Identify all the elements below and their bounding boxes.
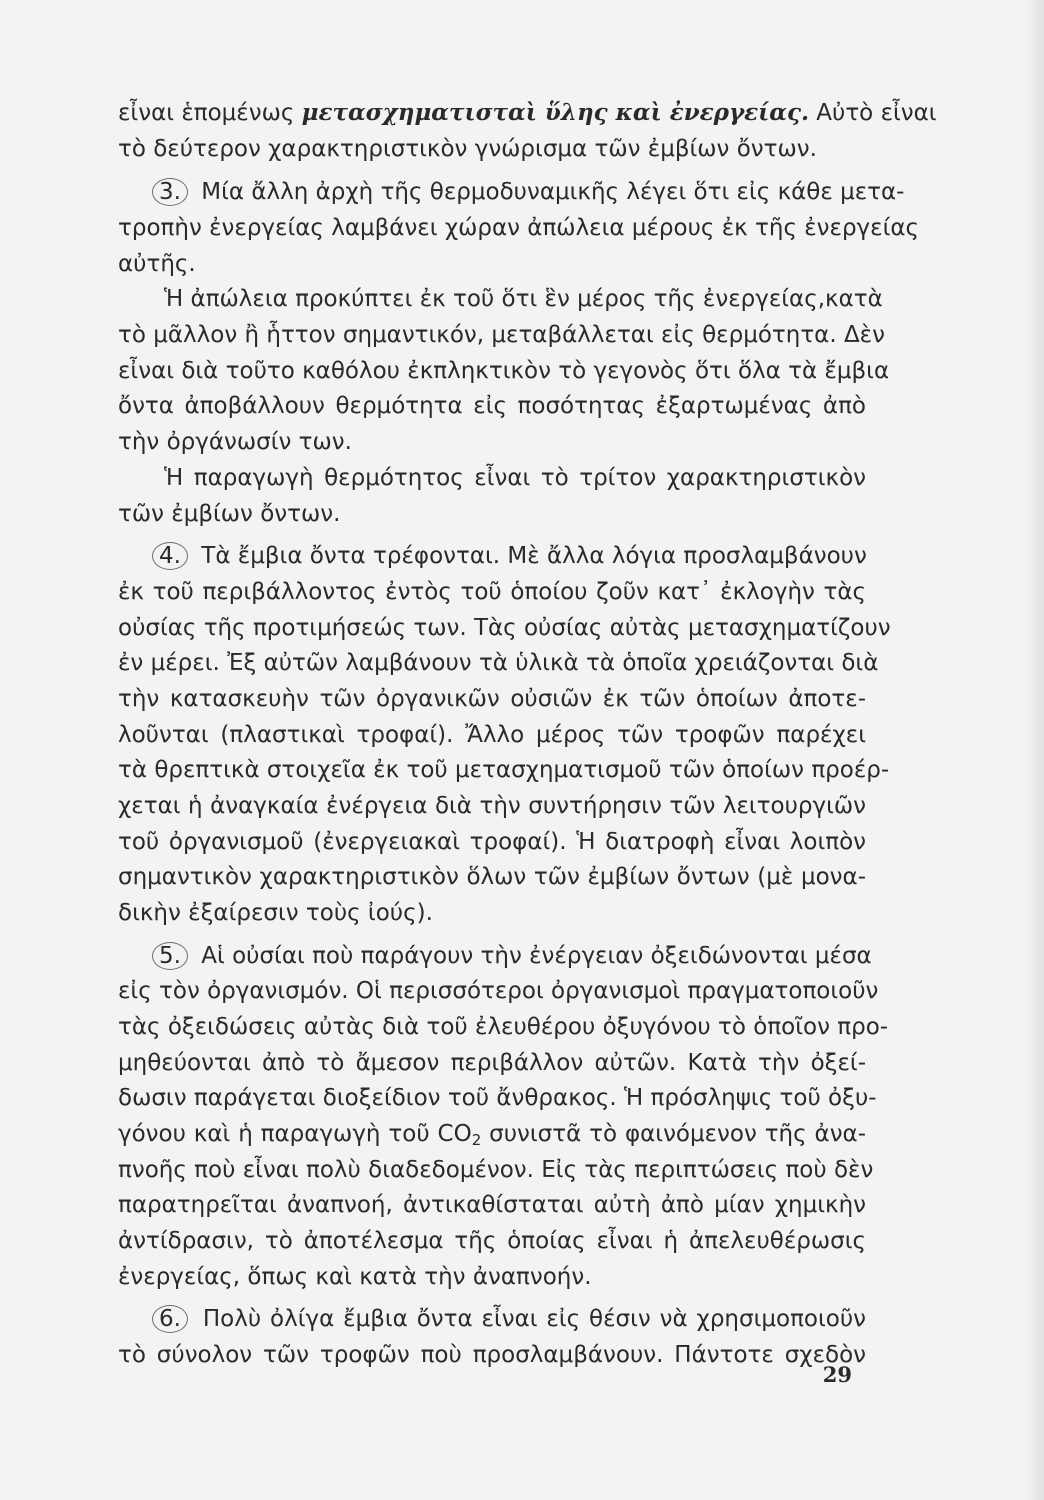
text-line: Ἡ ἀπώλεια προκύπτει ἐκ τοῦ ὅτι ἓν μέρος τῆς ἐνεργείας,κατὰ xyxy=(164,286,883,312)
text-line: εἶναι διὰ τοῦτο καθόλου ἐκπληκτικὸν τὸ γεγονὸς ὅτι ὅλα τὰ ἔμβια xyxy=(118,358,890,384)
text-line: τῶν ἐμβίων ὄντων. xyxy=(118,501,341,527)
text-line xyxy=(118,177,905,207)
circled-item-number: 3. xyxy=(152,178,188,206)
text-segment: Αὐτὸ εἶναι xyxy=(816,100,937,126)
text-line: ἐν μέρει. Ἐξ αὐτῶν λαμβάνουν τὰ ὑλικὰ τὰ ὁποῖα χρειάζονται διὰ xyxy=(118,650,879,676)
text-line: Ἡ παραγωγὴ θερμότητος εἶναι τὸ τρίτον χαρακτηριστικὸν xyxy=(164,465,866,491)
subscript: 2 xyxy=(471,1131,482,1149)
text-line: λοῦνται (πλαστικαὶ τροφαί). Ἄλλο μέρος τῶν τροφῶν παρέχει xyxy=(118,722,866,748)
text-line: τοῦ ὀργανισμοῦ (ἐνεργειακαὶ τροφαί). Ἡ διατροφὴ εἶναι λοιπὸν xyxy=(118,829,866,855)
text-line: ὄντα ἀποβάλλουν θερμότητα εἰς ποσότητας ἐξαρτωμένας ἀπὸ xyxy=(118,393,866,419)
emphasized-text: μετασχηματισταὶ ὕλης καὶ ἐνεργείας. xyxy=(301,99,809,126)
text-line: τροπὴν ἐνεργείας λαμβάνει χώραν ἀπώλεια μέρους ἐκ τῆς ἐνεργείας xyxy=(118,215,920,241)
text-line: πνοῆς ποὺ εἶναι πολὺ διαδεδομένον. Εἰς τὰς περιπτώσεις ποὺ δὲν xyxy=(118,1157,874,1183)
text-line xyxy=(118,98,937,128)
text-line: τὰ θρεπτικὰ στοιχεῖα ἐκ τοῦ μετασχηματισμοῦ τῶν ὁποίων προέρ- xyxy=(118,757,890,783)
text-line: δωσιν παράγεται διοξείδιον τοῦ ἄνθρακος. Ἡ πρόσληψις τοῦ ὀξυ- xyxy=(118,1085,877,1111)
text-line: εἰς τὸν ὀργανισμόν. Οἱ περισσότεροι ὀργανισμοὶ πραγματοποιοῦν xyxy=(118,978,879,1004)
text-segment: εἶναι ἑπομένως xyxy=(118,100,295,126)
text-line xyxy=(118,541,866,571)
text-line xyxy=(118,1304,866,1334)
text-line: μηθεύονται ἀπὸ τὸ ἄμεσον περιβάλλον αὐτῶν. Κατὰ τὴν ὀξεί- xyxy=(118,1050,866,1076)
text-line: ἀντίδρασιν, τὸ ἀποτέλεσμα τῆς ὁποίας εἶναι ἡ ἀπελευθέρωσις xyxy=(118,1228,866,1254)
page-number: 29 xyxy=(822,1362,852,1387)
text-segment: Τὰ ἔμβια ὄντα τρέφονται. Μὲ ἄλλα λόγια προσλαμβάνουν xyxy=(201,543,867,569)
circled-item-number: 5. xyxy=(152,942,188,970)
circled-item-number: 4. xyxy=(152,542,188,570)
text-segment: γόνου καὶ ἡ παραγωγὴ τοῦ CO xyxy=(118,1121,472,1147)
text-line: σημαντικὸν χαρακτηριστικὸν ὅλων τῶν ἐμβίων ὄντων (μὲ μονα- xyxy=(118,864,866,890)
text-line xyxy=(118,941,872,971)
text-line: τὸ μᾶλλον ἢ ἧττον σημαντικόν, μεταβάλλεται εἰς θερμότητα. Δὲν xyxy=(118,322,885,348)
text-segment: Αἱ οὐσίαι ποὺ παράγουν τὴν ἐνέργειαν ὀξειδώνονται μέσα xyxy=(201,943,872,969)
text-line: χεται ἡ ἀναγκαία ἐνέργεια διὰ τὴν συντήρησιν τῶν λειτουργιῶν xyxy=(118,793,866,819)
text-line: ἐνεργείας, ὅπως καὶ κατὰ τὴν ἀναπνοήν. xyxy=(118,1264,592,1290)
text-segment: Μία ἄλλη ἀρχὴ τῆς θερμοδυναμικῆς λέγει ὅτι εἰς κάθε μετα- xyxy=(201,179,905,205)
text-line xyxy=(118,1119,866,1155)
text-line: τὸ σύνολον τῶν τροφῶν ποὺ προσλαμβάνουν. Πάντοτε σχεδὸν xyxy=(118,1342,866,1368)
text-segment: Πολὺ ὀλίγα ἔμβια ὄντα εἶναι εἰς θέσιν νὰ χρησιμοποιοῦν xyxy=(202,1306,866,1332)
text-line: τὰς ὀξειδώσεις αὐτὰς διὰ τοῦ ἐλευθέρου ὀξυγόνου τὸ ὁποῖον προ- xyxy=(118,1014,889,1040)
text-line: τὸ δεύτερον χαρακτηριστικὸν γνώρισμα τῶν ἐμβίων ὄντων. xyxy=(118,136,817,162)
text-line: τὴν ὀργάνωσίν των. xyxy=(118,429,352,455)
text-segment: συνιστᾶ τὸ φαινόμενον τῆς ἀνα- xyxy=(489,1121,867,1147)
text-line: δικὴν ἐξαίρεσιν τοὺς ἰούς). xyxy=(118,900,433,926)
circled-item-number: 6. xyxy=(152,1305,188,1333)
text-line: παρατηρεῖται ἀναπνοή, ἀντικαθίσταται αὐτὴ ἀπὸ μίαν χημικὴν xyxy=(118,1192,866,1218)
text-line: οὐσίας τῆς προτιμήσεώς των. Τὰς οὐσίας αὐτὰς μετασχηματίζουν xyxy=(118,615,891,641)
text-line: τὴν κατασκευὴν τῶν ὀργανικῶν οὐσιῶν ἐκ τῶν ὁποίων ἀποτε- xyxy=(118,686,866,712)
text-line: ἐκ τοῦ περιβάλλοντος ἐντὸς τοῦ ὁποίου ζοῦν κατ᾽ ἐκλογὴν τὰς xyxy=(118,579,866,605)
text-line: αὐτῆς. xyxy=(118,251,196,277)
page-edge-shadow xyxy=(1026,0,1044,1500)
